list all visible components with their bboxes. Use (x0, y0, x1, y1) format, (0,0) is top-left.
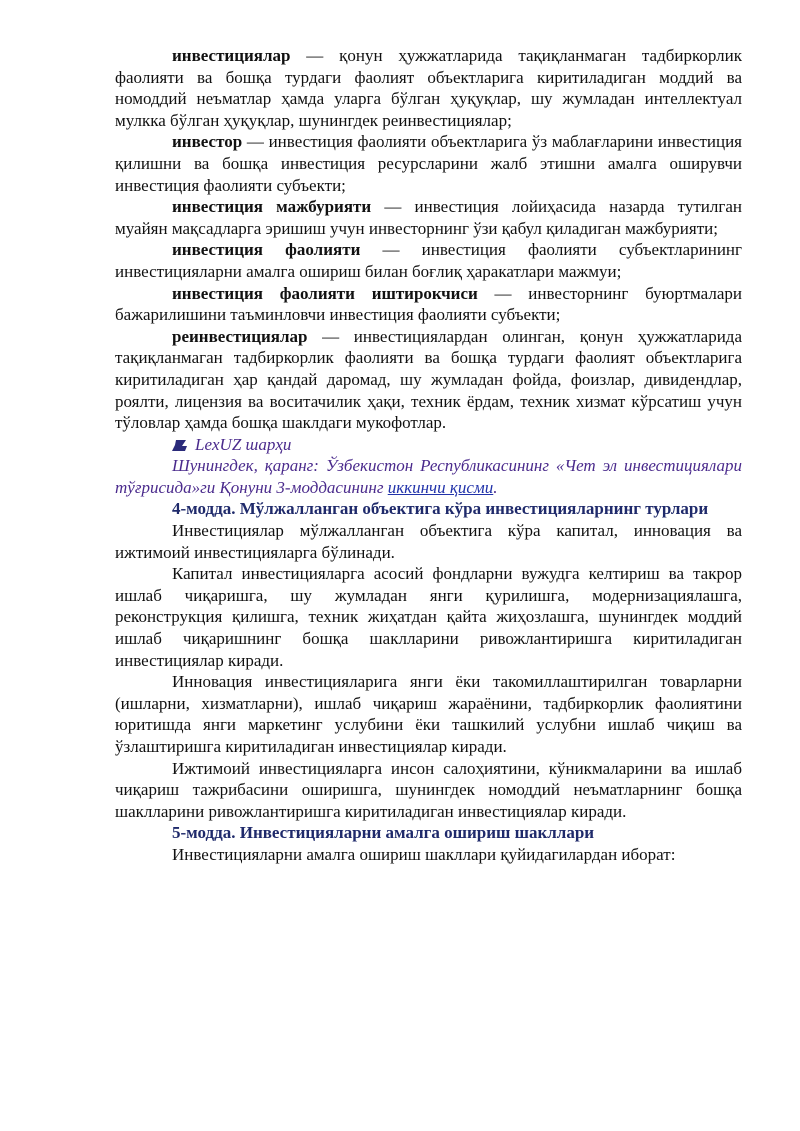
definition-activity-participant (115, 283, 742, 326)
definition-investment-obligation (115, 196, 742, 239)
commentary-text-end: . (493, 477, 498, 497)
article-4-paragraph-2: Капитал инвестицияларга асосий фондларни вужудга келтириш ва такрор ишлаб чиқаришга, шу жумладан янги қурилишга, модернизациялашга, реконструкция қилишга, техник жиҳатдан қайта жиҳозлашга, шунингдек моддий ишлаб чиқаришнинг бошқа шаклларини ривожлантиришга киритиладиган инвестициялар киради. (115, 564, 742, 670)
commentary-link[interactable]: иккинчи қисми (387, 477, 494, 497)
article-5-paragraph-1: Инвестицияларни амалга ошириш шакллари қуйидагилардан иборат: (172, 844, 676, 864)
definition-investment-activity (115, 239, 742, 282)
article-4-paragraph-3: Инновация инвестицияларига янги ёки такомиллаштирилган товарларни (ишларни, хизматларни), ишлаб чиқариш жараёнини, тадбиркорлик фаолиятини юритишда янги маркетинг услубини ёки ташкилий услубни ишлаб чиқиш ва ўзлаштиришга киритиладиган инвестициялар киради. (115, 672, 742, 756)
term: инвестиция фаолияти иштирокчиси (172, 283, 478, 303)
term: инвестор (172, 132, 243, 152)
term: инвестиция мажбурияти (172, 197, 372, 217)
definition-text: — инвестиция лойиҳасида назарда тутилган муайян мақсадларга эришиш учун инвесторнинг ўзи қабул қиладиган мажбурияти; (115, 197, 742, 238)
term: реинвестициялар (172, 326, 308, 346)
term: инвестициялар (172, 46, 291, 65)
commentary-text: Шунингдек, қаранг: Ўзбекистон Республикасининг «Чет эл инвестициялари тўғрисида»ги Қонуни 3-моддасининг (115, 456, 742, 497)
definition-investments (115, 45, 742, 131)
document-page (115, 45, 742, 866)
article-5-heading: 5-модда. Инвестицияларни амалга ошириш шакллари (172, 823, 595, 843)
definition-investor (115, 131, 742, 196)
lexuz-commentary-label[interactable] (115, 434, 742, 456)
definition-text: — инвестиция фаолияти объектларига ўз маблағларини инвестиция қилишни ва бошқа инвестиция ресурсларини жалб этишни амалга оширувчи инвестиция фаолияти субъекти; (115, 132, 742, 195)
lexuz-icon (172, 440, 187, 451)
lexuz-commentary-text (115, 455, 742, 498)
definition-text: — инвесторнинг буюртмалари бажарилишини таъминловчи инвестиция фаолияти субъекти; (115, 283, 742, 325)
definition-text: — қонун ҳужжатларида тақиқланмаган тадбиркорлик фаолияти ва бошқа турдаги фаолият объектларига киритиладиган моддий ва номоддий неъматлар ҳамда уларга бўлган ҳуқуқлар, шу жумладан интеллектуал мулкка бўлган ҳуқуқлар, шунингдек реинвестициялар; (115, 46, 742, 130)
definition-text: — инвестициялардан олинган, қонун ҳужжатларида тақиқланмаган тадбиркорлик фаолияти ва бошқа турдаги фаолият объектларига киритиладиган ҳар қандай даромад, шу жумладан фойда, фоизлар, дивидендлар, роялти, лицензия ва воситачилик ҳақи, техник ёрдам, техник хизмат кўрсатиш учун тўловлар ҳамда бошқа шаклдаги мукофотлар. (115, 326, 742, 433)
article-4-paragraph-1: Инвестициялар мўлжалланган объектига кўра капитал, инновация ва ижтимоий инвестицияларга бўлинади. (115, 521, 742, 562)
term: инвестиция фаолияти (172, 240, 361, 260)
article-4-paragraph-4: Ижтимоий инвестицияларга инсон салоҳиятини, кўникмаларини ва ишлаб чиқариш тажрибасини оширишга, шунингдек номоддий неъматларнинг бошқа шаклларини ривожлантиришга киритиладиган инвестициялар киради. (115, 758, 742, 821)
article-4-heading: 4-модда. Мўлжалланган объектига кўра инвестицияларнинг турлари (172, 499, 709, 519)
commentary-label: LexUZ шарҳи (195, 434, 292, 454)
definition-text: — инвестиция фаолияти субъектларининг инвестицияларни амалга ошириш билан боғлиқ ҳаракатлари мажмуи; (115, 240, 742, 281)
definition-reinvestments (115, 326, 742, 434)
